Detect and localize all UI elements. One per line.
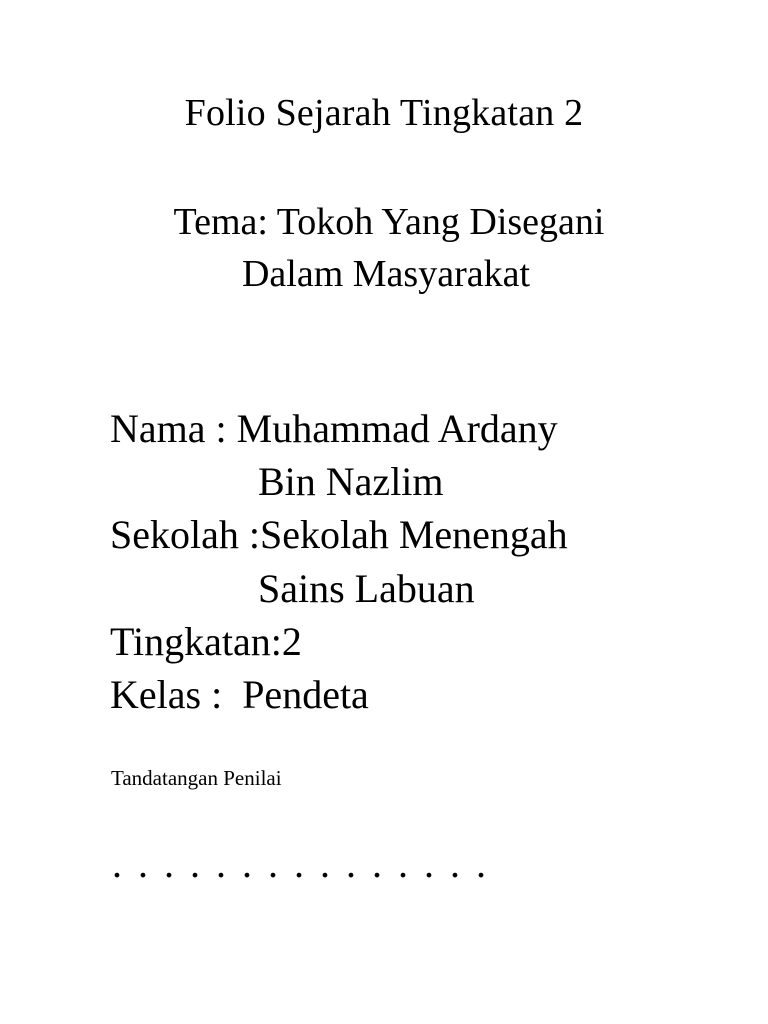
signature-label: Tandatangan Penilai xyxy=(111,766,282,790)
school-continuation: Sains Labuan xyxy=(258,565,475,611)
student-name-line: Nama : Muhammad Ardany xyxy=(110,406,558,451)
signature-dotted-line: . . . . . . . . . . . . . . . xyxy=(112,841,489,886)
form-line: Tingkatan:2 xyxy=(110,618,302,664)
class-line: Kelas : Pendeta xyxy=(110,671,369,717)
theme-block xyxy=(0,196,768,301)
school-line: Sekolah :Sekolah Menengah xyxy=(110,512,568,558)
student-name-continuation: Bin Nazlim xyxy=(258,459,444,505)
student-details xyxy=(110,402,710,721)
theme-line-2: Dalam Masyarakat xyxy=(241,253,531,296)
page-title: Folio Sejarah Tingkatan 2 xyxy=(184,92,584,134)
theme-line-1: Tema: Tokoh Yang Disegani xyxy=(173,201,605,243)
